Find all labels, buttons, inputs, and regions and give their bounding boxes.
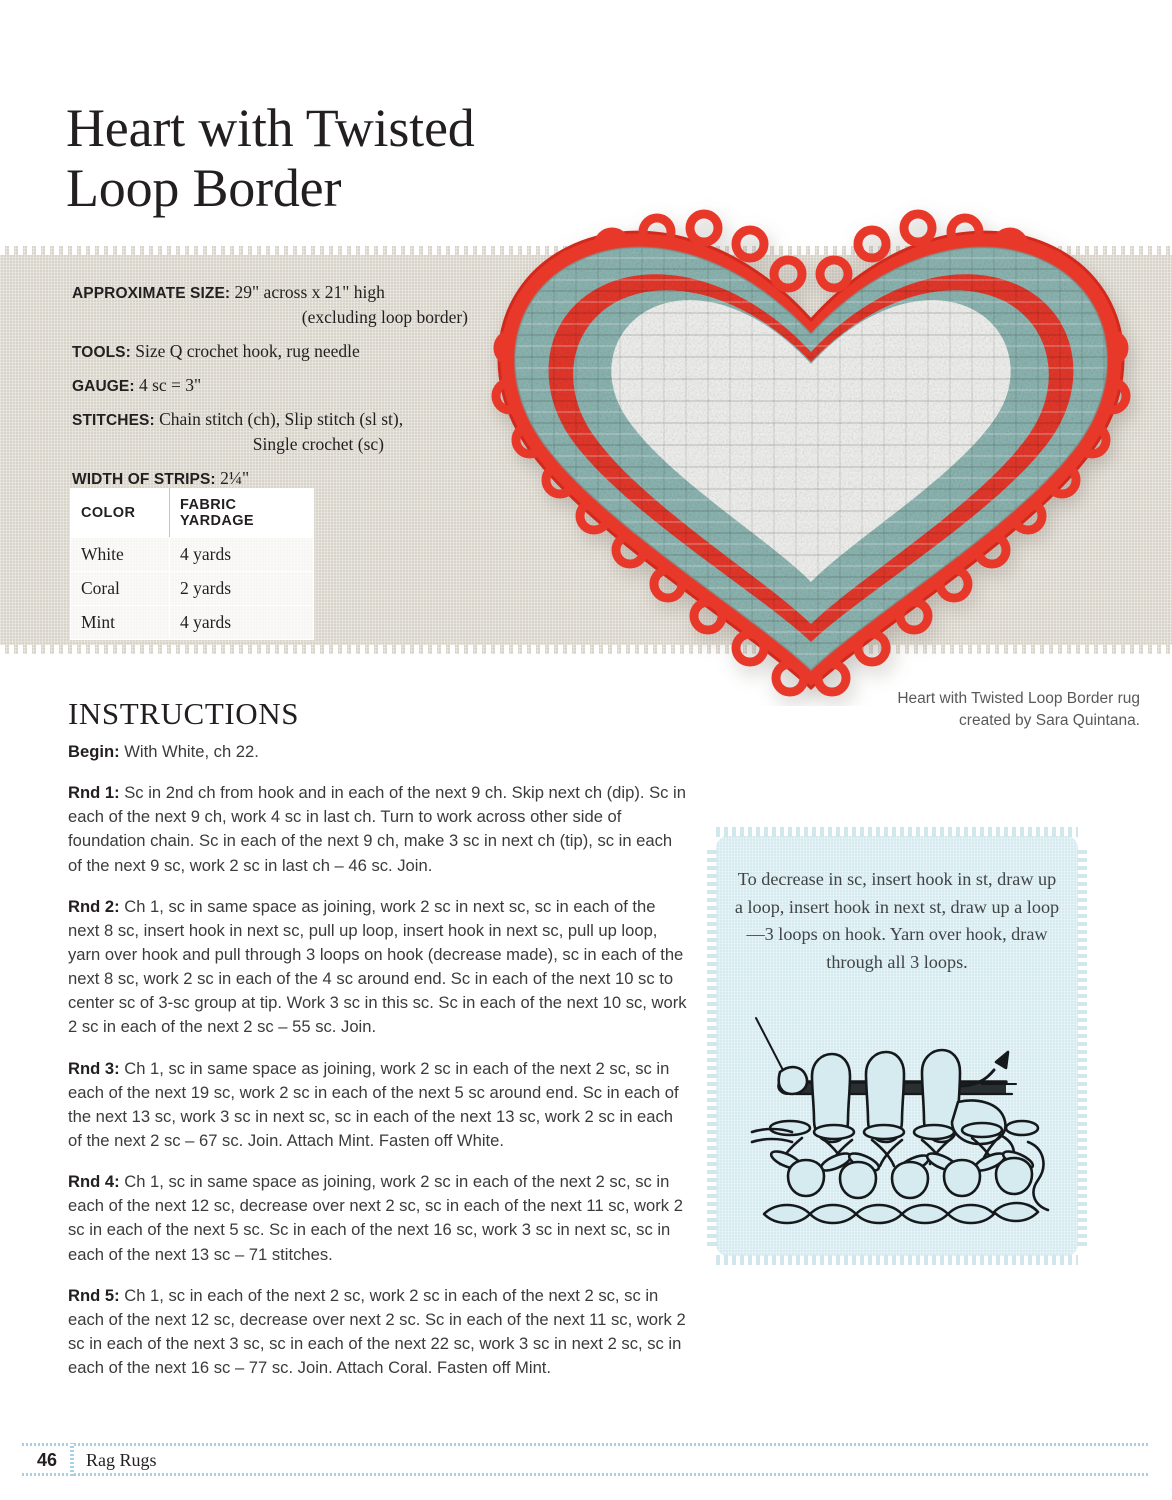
instructions-heading: INSTRUCTIONS (68, 696, 300, 731)
table-header-row (71, 489, 314, 538)
instruction-round-3 (68, 1057, 690, 1154)
spec-value: Chain stitch (ch), Slip stitch (sl st), (159, 408, 404, 429)
instruction-round-5 (68, 1284, 690, 1381)
spec-gauge (72, 373, 472, 398)
spec-value-continued: Single crochet (sc) (252, 433, 384, 454)
instruction-lead: Rnd 2: (68, 896, 120, 916)
instruction-begin (68, 740, 690, 764)
tip-box-fringe-right (1077, 846, 1087, 1246)
spec-width-of-strips (72, 466, 472, 491)
instruction-text: Sc in 2nd ch from hook and in each of the next 9 ch. Skip next ch (dip). Sc in each of the next 9 ch, work 4 sc in last ch. Turn to work across other side of foundation chain. Sc in each of the next 9 ch, make 3 sc in next ch (tip), sc in each of the next 9 sc, work 2 sc in last ch – 46 sc. Join. (68, 783, 686, 875)
footer-rule-bottom (22, 1473, 1150, 1476)
single-crochet-decrease-diagram (744, 1010, 1054, 1242)
table-row (71, 606, 314, 640)
table-row (71, 572, 314, 606)
spec-label: APPROXIMATE SIZE: (72, 285, 231, 302)
spec-stitches (72, 407, 472, 457)
cell-yardage: 4 yards (170, 538, 314, 572)
table-row (71, 538, 314, 572)
instruction-round-2 (68, 895, 690, 1040)
instruction-lead: Rnd 4: (68, 1172, 120, 1192)
instruction-text: Ch 1, sc in same space as joining, work 2 sc in each of the next 2 sc, sc in each of the next 12 sc, decrease over next 2 sc, sc in each of the next 11 sc, work 2 sc in each of the next 5 sc. Sc in each of the next 16 sc, work 3 sc in next sc, sc in each of the next 13 sc – 71 stitches. (68, 1172, 683, 1264)
instruction-lead: Rnd 3: (68, 1058, 120, 1078)
footer-book-title: Rag Rugs (86, 1450, 157, 1470)
spec-value: Size Q crochet hook, rug needle (135, 340, 360, 361)
spec-label: TOOLS: (72, 343, 131, 361)
spec-value: 2¼" (220, 467, 250, 488)
spec-approximate-size (72, 280, 472, 330)
cell-color: Coral (71, 572, 170, 606)
instruction-round-1 (68, 781, 690, 878)
footer-rule-top (22, 1443, 1150, 1446)
heart-rug-photo (452, 196, 1170, 706)
instruction-round-4 (68, 1170, 690, 1267)
instruction-text: Ch 1, sc in same space as joining, work 2 sc in next sc, sc in each of the next 8 sc, insert hook in next sc, pull up loop, insert hook in next sc, pull up loop, yarn over hook and pull through 3 loops on hook (decrease made), sc in each of the next 8 sc, work 2 sc in each of the 4 sc around end. Sc in each of the next 10 sc to center sc of 3-sc group at tip. Work 3 sc in this sc. Sc in each of the next 10 sc, work 2 sc in each of the next 2 sc – 55 sc. Join. (68, 896, 687, 1037)
tip-box-fringe-bottom (716, 1255, 1078, 1265)
tip-box-text: To decrease in sc, insert hook in st, draw up a loop, insert hook in next st, draw up a loop—3 loops on hook. Yarn over hook, draw through all 3 loops. (734, 869, 1060, 972)
instruction-text: Ch 1, sc in same space as joining, work 2 sc in each of the next 2 sc, sc in each of the next 19 sc, work 2 sc in each of the next 5 sc around end. Sc in each of the next 13 sc, work 3 sc in next sc, sc in each of the next 13 sc, work 2 sc in each of the next 2 sc – 67 sc. Join. Attach Mint. Fasten off White. (68, 1058, 679, 1150)
page-number: 46 (36, 1450, 58, 1470)
spec-value: 29" across x 21" high (234, 282, 385, 302)
cell-yardage: 2 yards (170, 572, 314, 606)
spec-label: STITCHES: (72, 411, 155, 429)
instruction-lead: Rnd 1: (68, 783, 120, 803)
page-title-line-2: Loop Border (66, 158, 342, 219)
instruction-lead: Rnd 5: (68, 1285, 120, 1305)
cell-yardage: 4 yards (170, 606, 314, 640)
fabric-yardage-table (70, 488, 314, 640)
spec-label: GAUGE: (72, 377, 135, 395)
page-title-line-1: Heart with Twisted (66, 98, 475, 158)
instructions-body (68, 740, 690, 1397)
photo-caption: Heart with Twisted Loop Border rug created by Sara Quintana. (897, 690, 1140, 729)
column-header-yardage: FABRIC YARDAGE (170, 489, 314, 538)
column-header-color: COLOR (71, 489, 170, 538)
cell-color: Mint (71, 606, 170, 640)
cell-color: White (71, 538, 170, 572)
instruction-text: Ch 1, sc in each of the next 2 sc, work 2 sc in each of the next 2 sc, sc in each of the next 12 sc, decrease over next 2 sc. Sc in each of the next 11 sc, work 2 sc in each of the next 3 sc, sc in each of the next 22 sc, work 3 sc in next 2 sc, sc in each of the next 16 sc – 77 sc. Join. Attach Coral. Fasten off Mint. (68, 1285, 686, 1378)
spec-tools (72, 339, 472, 364)
instruction-text: With White, ch 22. (119, 742, 259, 761)
footer-divider (70, 1443, 74, 1476)
spec-value: 4 sc = 3" (138, 374, 202, 395)
instruction-lead: Begin: (68, 742, 120, 761)
spec-value-continued: (excluding loop border) (301, 307, 468, 327)
spec-label: WIDTH OF STRIPS: (72, 470, 216, 488)
specifications-list (72, 280, 472, 500)
